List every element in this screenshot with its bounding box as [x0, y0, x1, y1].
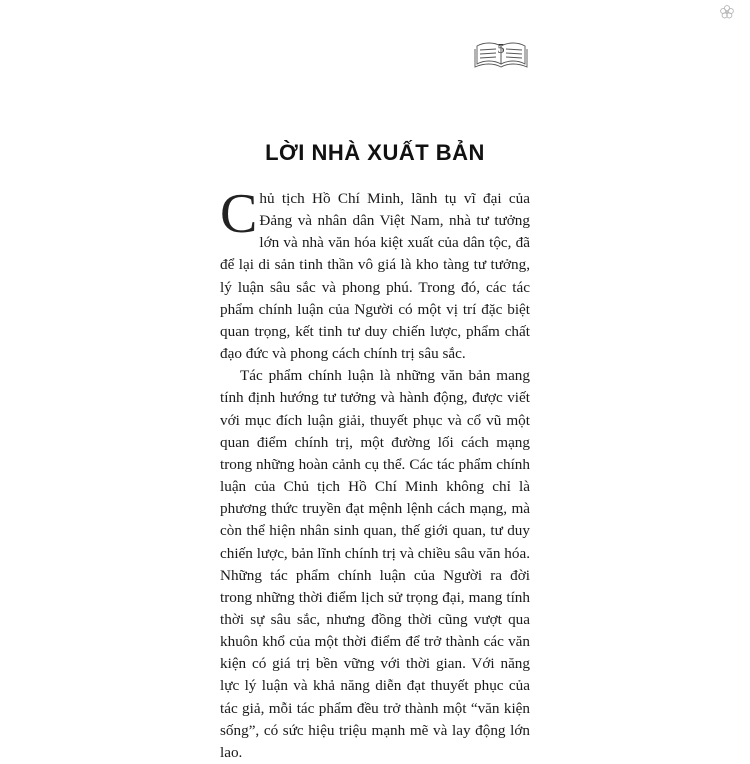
paragraph-2: Tác phẩm chính luận là những văn bản mang tính định hướng tư tưởng và hành động, được viết với mục đích luận giải, thuyết phục và cổ vũ một quan điểm chính trị, một đường lối cách mạng trong những hoàn cảnh cụ thể. Các tác phẩm chính luận của Chủ tịch Hồ Chí Minh không chỉ là phương thức truyền đạt mệnh lệnh cách mạng, mà còn thể hiện nhân sinh quan, thế giới quan, tư duy chiến lược, bản lĩnh chính trị và chiều sâu văn hóa. Những tác phẩm chính luận của Người ra đời trong những thời điểm lịch sử trọng đại, mang tính thời sự sâu sắc, nhưng đồng thời cũng vượt qua khuôn khổ của một thời điểm để trở thành các văn kiện có giá trị bền vững với thời gian. Với năng lực lý luận và khả năng diễn đạt thuyết phục của tác giả, mỗi tác phẩm đều trở thành một “văn kiện sống”, có sức hiệu triệu mạnh mẽ và lay động lớn lao. [220, 367, 530, 761]
page-title: LỜI NHÀ XUẤT BẢN [265, 140, 485, 165]
body-text [220, 183, 530, 764]
page-number: 5 [497, 42, 505, 57]
drop-cap: C [220, 183, 258, 245]
paragraph-1-text: hủ tịch Hồ Chí Minh, lãnh tụ vĩ đại của Đảng và nhân dân Việt Nam, nhà tư tưởng lớn và nhà văn hóa kiệt xuất của dân tộc, đã để lại di sản tinh thần vô giá là kho tàng tư tưởng, lý luận sâu sắc và phong phú. Trong đó, các tác phẩm chính luận của Người có một vị trí đặc biệt quan trọng, kết tinh tư duy chiến lược, phẩm chất đạo đức và phong cách chính trị sâu sắc. [220, 190, 530, 363]
paragraph-1 [220, 183, 530, 365]
flower-icon [719, 4, 735, 20]
